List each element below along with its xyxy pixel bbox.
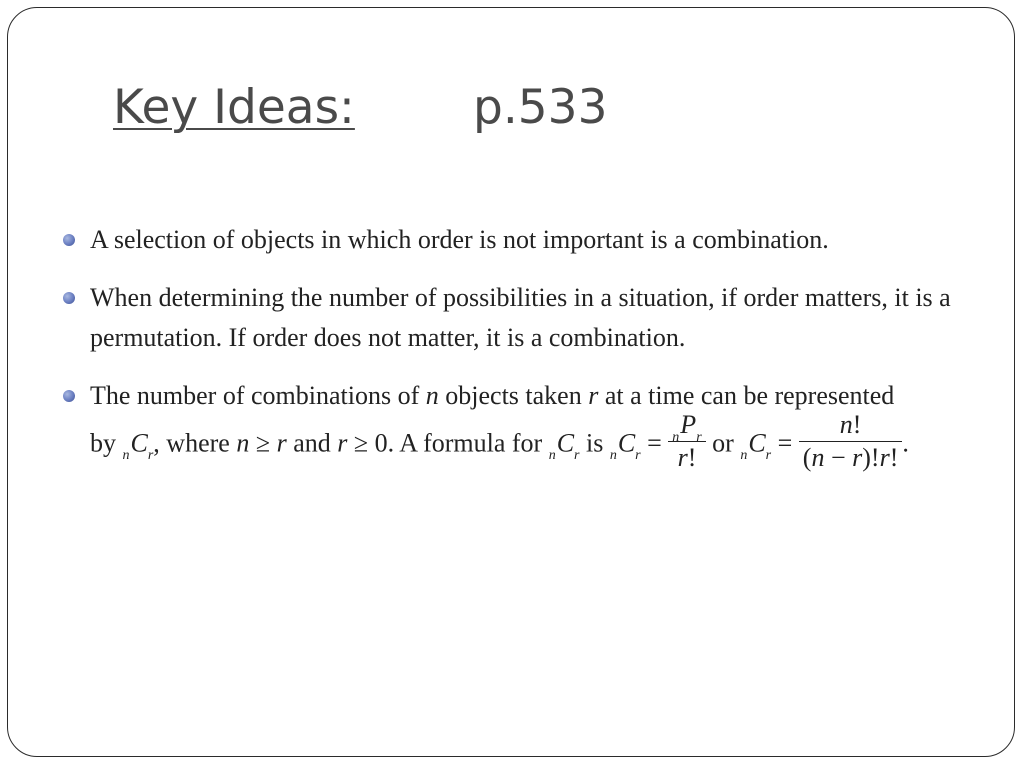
bullet-dot-icon [63, 390, 75, 402]
bullet-dot-icon [63, 234, 75, 246]
bullet-text-3-line-1 [90, 381, 894, 410]
bullet-item-1 [60, 220, 990, 260]
factorial-fraction: $\frac{n!}{(n - r)!r!}$ [799, 412, 903, 471]
variable-r: r [588, 381, 599, 410]
bullet-item-3 [60, 376, 990, 472]
bullet-item-2 [60, 278, 990, 358]
bullet-text-3-part-c: at a time can be represented [598, 381, 895, 410]
variable-n: n [425, 381, 439, 410]
bullet-text-3-line-2: by $_nC_r$, where n ≥ r and r ≥ 0. A formula for $_nC_r$ is $_nC_r$ = $\frac{_nP_r}{r!}$ or $_nC_r$ = $\frac{n!}{(n - r)!r!}$ . [90, 410, 909, 472]
permutation-fraction: $\frac{_nP_r}{r!}$ [668, 412, 705, 471]
bullet-list [60, 220, 990, 472]
bullet-text-1: A selection of objects in which order is not important is a combination. [90, 225, 829, 254]
bullet-dot-icon [63, 292, 75, 304]
bullet-text-2: When determining the number of possibilities in a situation, if order matters, it is a permutation. If order does not matter, it is a combination. [90, 283, 951, 352]
slide-title [113, 80, 608, 135]
bullet-text-3-part-b: objects taken [438, 381, 589, 410]
title-heading: Key Ideas: [113, 80, 355, 135]
title-page-reference: p.533 [473, 80, 608, 135]
bullet-text-3-part-a: The number of combinations of [90, 381, 426, 410]
